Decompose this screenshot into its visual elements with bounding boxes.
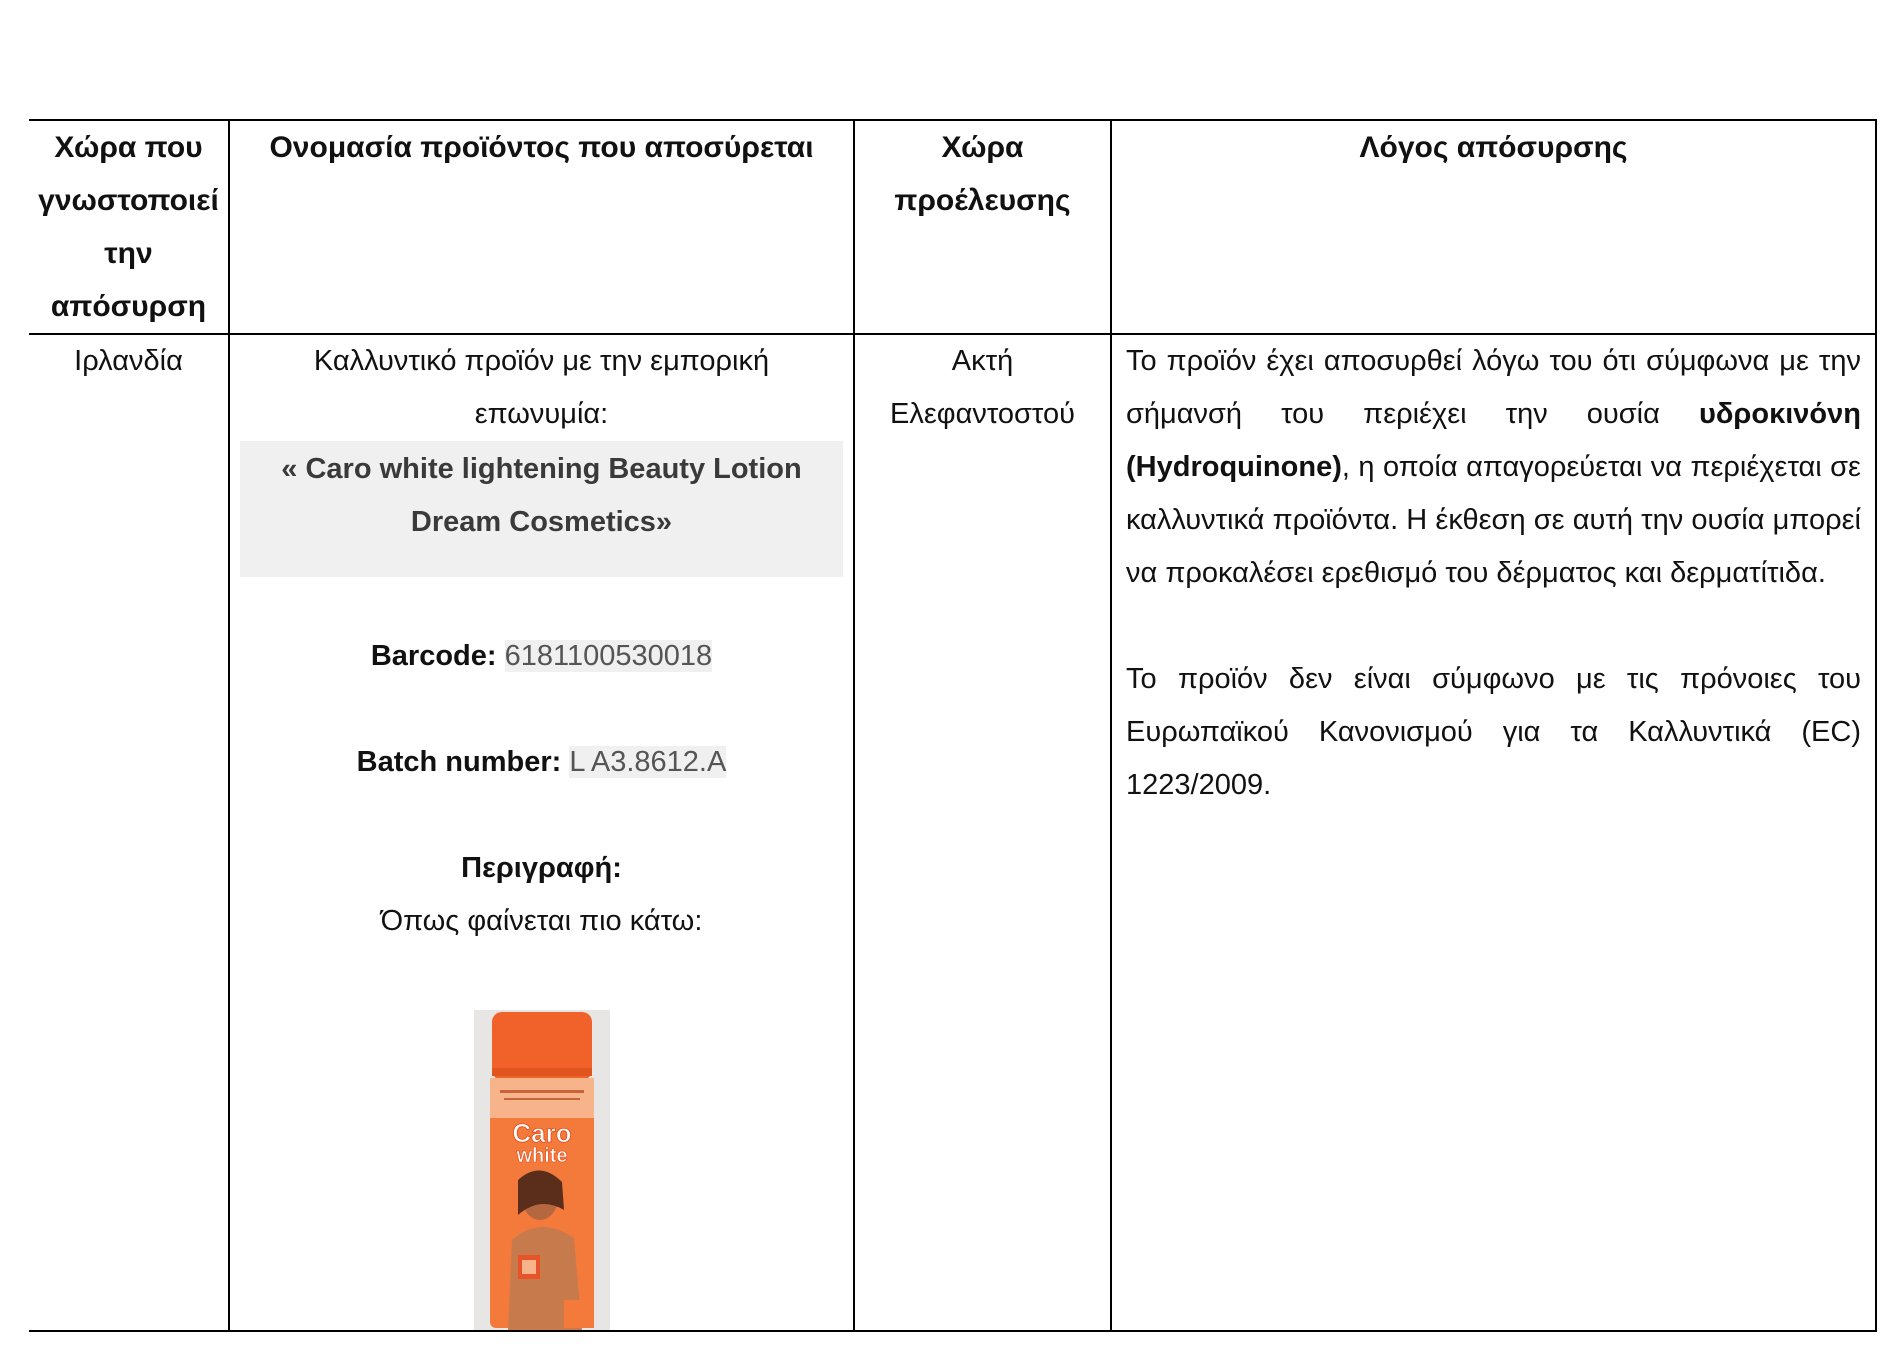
product-intro-line2: επωνυμία:	[474, 398, 609, 430]
header-country-origin-l2: προέλευσης	[894, 184, 1071, 217]
header-country-notifying-l2: γνωστοποιεί	[38, 184, 219, 217]
product-name-line2: Dream Cosmetics»	[410, 506, 673, 538]
reason-text	[1112, 335, 1875, 812]
lotion-bottle-image	[478, 1010, 606, 1330]
header-product-name: Ονομασία προϊόντος που αποσύρεται	[229, 120, 854, 334]
header-country-origin-l1: Χώρα	[941, 131, 1024, 164]
country-notifying-value: Ιρλανδία	[74, 345, 183, 377]
description-text: Όπως φαίνεται πιο κάτω:	[380, 905, 703, 937]
cell-country-notifying	[29, 334, 229, 1331]
country-origin-l2: Ελεφαντοστού	[890, 398, 1075, 430]
header-country-notifying-l4: απόσυρση	[50, 290, 207, 323]
bottle-brand-top: Caro	[511, 1118, 572, 1148]
batch-line	[230, 736, 853, 789]
barcode-value: 6181100530018	[504, 640, 713, 672]
product-trade-name	[240, 441, 843, 577]
cell-product	[229, 334, 854, 1331]
header-reason: Λόγος απόσυρσης	[1111, 120, 1876, 334]
barcode-line	[230, 630, 853, 683]
product-photo	[474, 1010, 610, 1330]
description-label: Περιγραφή:	[461, 852, 622, 884]
country-origin-l1: Ακτή	[951, 345, 1014, 377]
product-name-line1: « Caro white lightening Beauty Lotion	[281, 453, 802, 485]
batch-value: L A3.8612.A	[569, 746, 727, 778]
cell-country-origin	[854, 334, 1111, 1331]
header-country-origin	[854, 120, 1111, 334]
batch-label: Batch number:	[356, 746, 562, 778]
header-country-notifying	[29, 120, 229, 334]
table-row	[29, 334, 1876, 1331]
reason-paragraph-1: Το προϊόν έχει αποσυρθεί λόγω του ότι σύμφωνα με την σήμανσή του περιέχει την ουσία υδροκινόνη (Hydroquinone), η οποία απαγορεύεται να περιέχεται σε καλλυντικά προϊόντα. Η έκθεση σε αυτή την ουσία μπορεί να προκαλέσει ερεθισμό του δέρματος και δερματίτιδα.	[1126, 345, 1861, 589]
header-country-notifying-l1: Χώρα που	[54, 131, 203, 164]
cell-reason	[1111, 334, 1876, 1331]
reason-substance: υδροκινόνη (Hydroquinone)	[1126, 398, 1861, 483]
bottle-brand-bottom: white	[515, 1145, 568, 1167]
header-country-notifying-l3: την	[104, 237, 153, 270]
recall-table	[29, 119, 1877, 1332]
reason-paragraph-2: Το προϊόν δεν είναι σύμφωνο με τις πρόνοιες του Ευρωπαϊκού Κανονισμού για τα Καλλυντικά (EC) 1223/2009.	[1126, 663, 1861, 801]
table-header-row	[29, 120, 1876, 334]
barcode-label: Barcode:	[370, 640, 497, 672]
product-intro-line1: Καλλυντικό προϊόν με την εμπορική	[313, 345, 770, 377]
